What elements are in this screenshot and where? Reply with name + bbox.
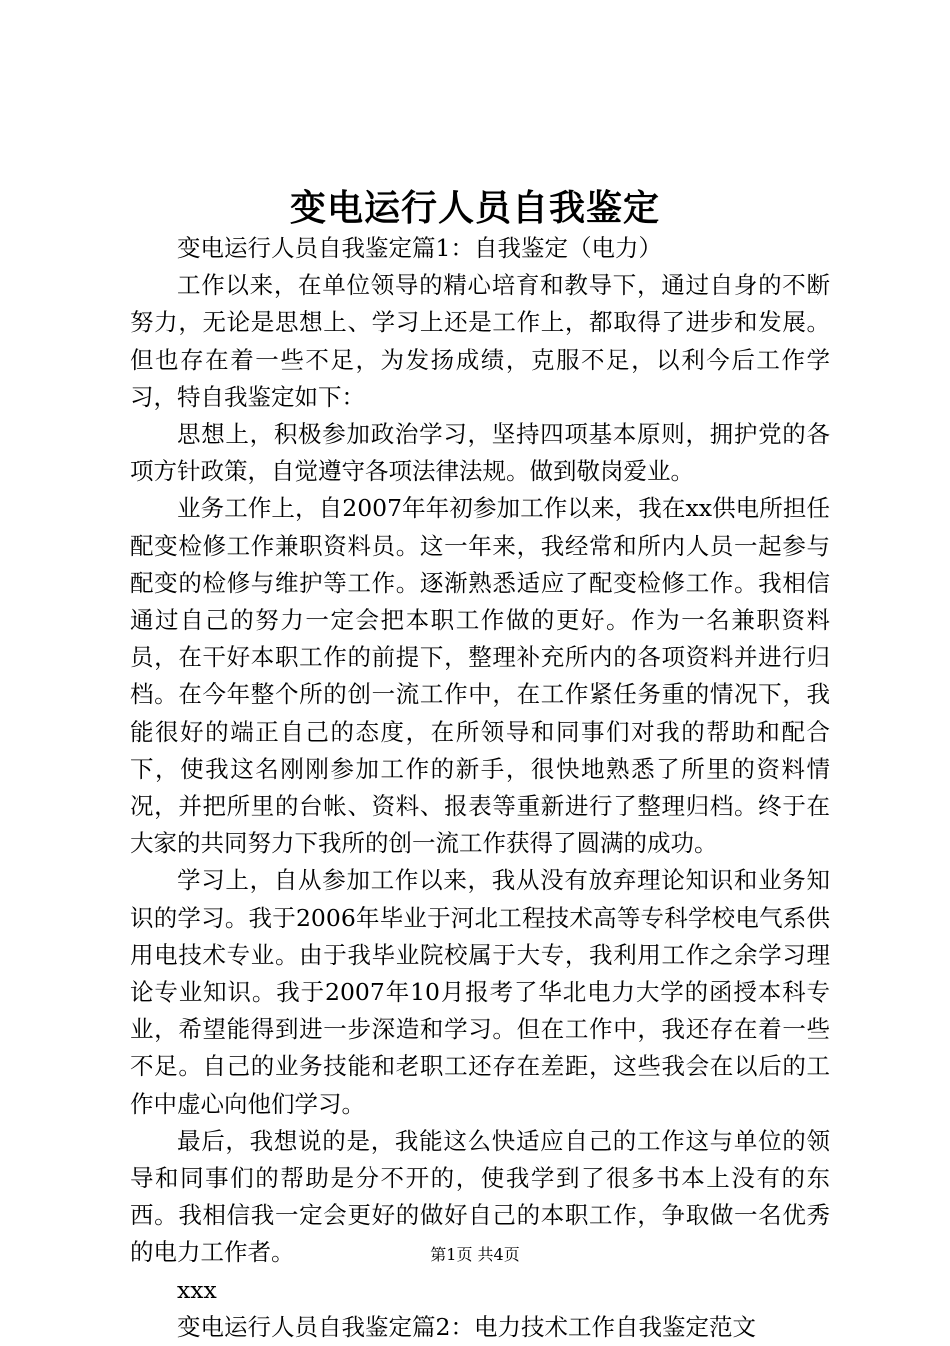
paragraph-work: 业务工作上，自2007年年初参加工作以来，我在xx供电所担任配变检修工作兼职资料员。这一年来，我经常和所内人员一起参与配变的检修与维护等工作。逐渐熟悉适应了配变检修工作。我相信通过自己的努力一定会把本职工作做的更好。作为一名兼职资料员，在干好本职工作的前提下，整理补充所内的各项资料并进行归档。在今年整个所的创一流工作中，在工作紧任务重的情况下，我能很好的端正自己的态度，在所领导和同事们对我的帮助和配合下，使我这名刚刚参加工作的新手，很快地熟悉了所里的资料情况，并把所里的台帐、资料、报表等重新进行了整理归档。终于在大家的共同努力下我所的创一流工作获得了圆满的成功。: [130, 494, 830, 858]
signature: xxx: [177, 1275, 217, 1304]
paragraph-ideology: 思想上，积极参加政治学习，坚持四项基本原则，拥护党的各项方针政策，自觉遵守各项法律法规。做到敬岗爱业。: [130, 420, 830, 486]
paragraph-study: 学习上，自从参加工作以来，我从没有放弃理论知识和业务知识的学习。我于2006年毕业于河北工程技术高等专科学校电气系供用电技术专业。由于我毕业院校属于大专，我利用工作之余学习理论专业知识。我于2007年10月报考了华北电力大学的函授本科专业，希望能得到进一步深造和学习。但在工作中，我还存在着一些不足。自己的业务技能和老职工还存在差距，这些我会在以后的工作中虚心向他们学习。: [130, 866, 830, 1118]
paragraph-intro: 工作以来，在单位领导的精心培育和教导下，通过自身的不断努力，无论是思想上、学习上还是工作上，都取得了进步和发展。但也存在着一些不足，为发扬成绩，克服不足，以利今后工作学习，特自我鉴定如下：: [130, 271, 830, 411]
section-1-heading: 变电运行人员自我鉴定篇1：自我鉴定（电力）: [177, 234, 662, 262]
document-body: [130, 230, 830, 1346]
page-indicator: 第1页 共4页: [430, 1245, 520, 1264]
section-2-heading: 变电运行人员自我鉴定篇2：电力技术工作自我鉴定范文: [177, 1312, 756, 1341]
paragraph-conclusion: 最后，我想说的是，我能这么快适应自己的工作这与单位的领导和同事们的帮助是分不开的，使我学到了很多书本上没有的东西。我相信我一定会更好的做好自己的本职工作，争取做一名优秀的电力工作者。: [130, 1126, 830, 1267]
document-title: 变电运行人员自我鉴定: [289, 187, 660, 229]
page-footer: [0, 1244, 950, 1266]
